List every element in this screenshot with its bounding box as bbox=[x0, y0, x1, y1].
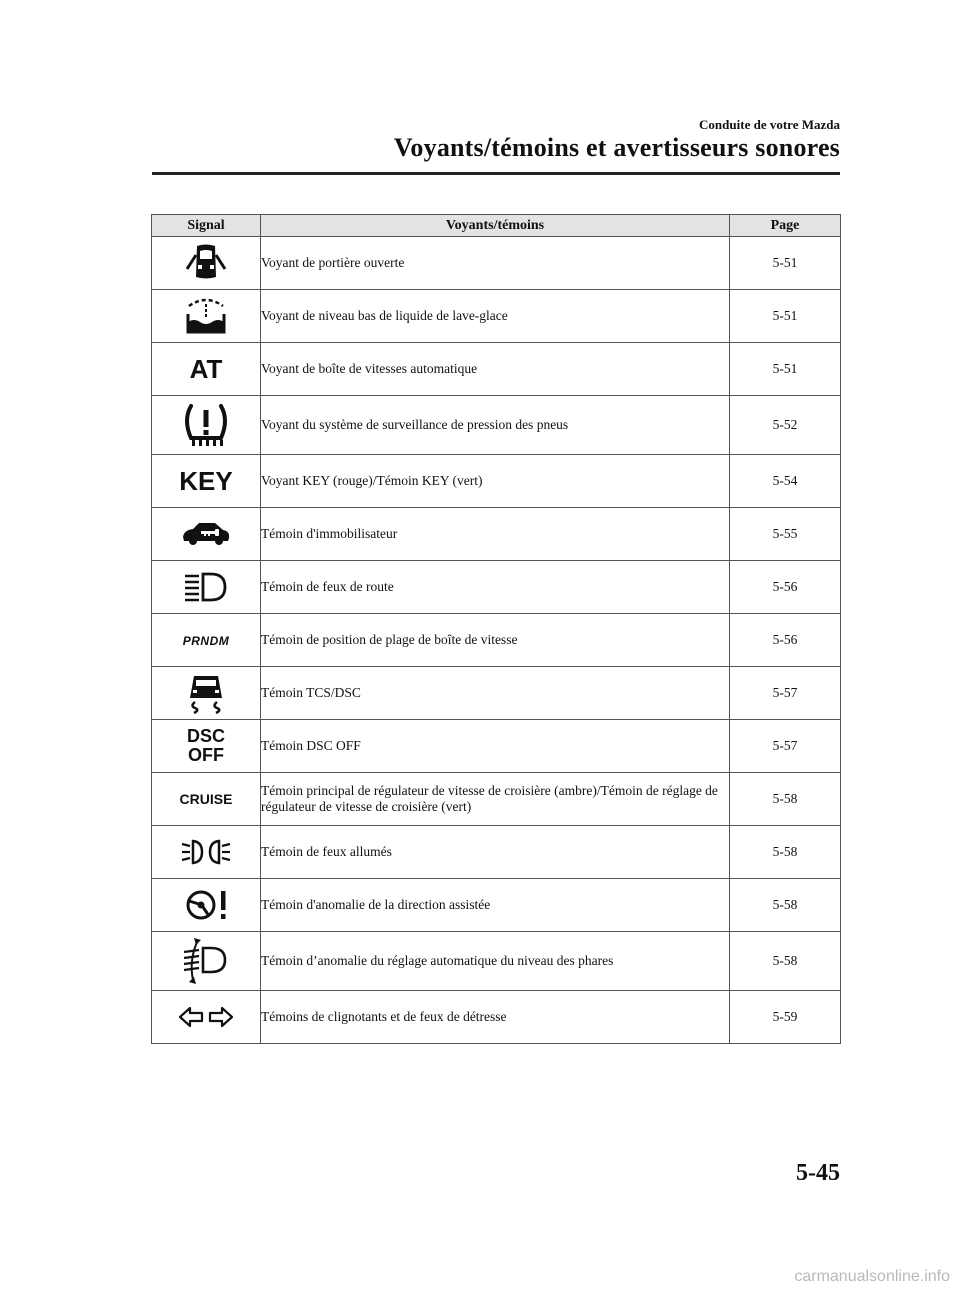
indicator-label: Voyant du système de surveillance de pression des pneus bbox=[261, 396, 730, 455]
table-row bbox=[152, 343, 841, 396]
table-row bbox=[152, 826, 841, 879]
table-row bbox=[152, 773, 841, 826]
table-row bbox=[152, 396, 841, 455]
power-steering-icon bbox=[179, 887, 233, 923]
dsc-text: DSC bbox=[186, 726, 225, 746]
table-row bbox=[152, 879, 841, 932]
page-ref: 5-58 bbox=[730, 826, 841, 879]
page-ref: 5-59 bbox=[730, 991, 841, 1044]
page-ref: 5-58 bbox=[730, 879, 841, 932]
page-ref: 5-56 bbox=[730, 561, 841, 614]
washer-fluid-icon bbox=[181, 296, 231, 336]
page-number: 5-45 bbox=[796, 1160, 840, 1186]
table-row bbox=[152, 667, 841, 720]
turn-signal-icon bbox=[176, 1004, 236, 1030]
indicator-label: Témoin d'immobilisateur bbox=[261, 508, 730, 561]
table-row bbox=[152, 561, 841, 614]
automatic-transmission-icon: AT bbox=[189, 353, 223, 384]
column-header-signal: Signal bbox=[152, 215, 261, 237]
immobilizer-icon bbox=[179, 519, 233, 549]
key-icon: KEY bbox=[179, 465, 233, 496]
column-header-indicators: Voyants/témoins bbox=[261, 215, 730, 237]
table-row bbox=[152, 290, 841, 343]
high-beam-icon bbox=[179, 570, 233, 604]
indicator-label: Voyant de niveau bas de liquide de lave-glace bbox=[261, 290, 730, 343]
page-ref: 5-52 bbox=[730, 396, 841, 455]
gear-position-icon: PRNDM bbox=[182, 633, 230, 648]
indicator-label: Témoin de feux allumés bbox=[261, 826, 730, 879]
indicator-label: Témoin de feux de route bbox=[261, 561, 730, 614]
tcs-dsc-icon bbox=[181, 672, 231, 714]
table-row bbox=[152, 932, 841, 991]
page-ref: 5-58 bbox=[730, 773, 841, 826]
page-ref: 5-51 bbox=[730, 290, 841, 343]
page-ref: 5-57 bbox=[730, 720, 841, 773]
signals-table bbox=[151, 214, 841, 1044]
table-row bbox=[152, 614, 841, 667]
indicator-label: Témoin d’anomalie du réglage automatique du niveau des phares bbox=[261, 932, 730, 991]
indicator-label: Témoin DSC OFF bbox=[261, 720, 730, 773]
column-header-page: Page bbox=[730, 215, 841, 237]
door-ajar-icon bbox=[181, 243, 231, 283]
watermark: carmanualsonline.info bbox=[794, 1268, 950, 1285]
indicator-label: Voyant de portière ouverte bbox=[261, 237, 730, 290]
table-row bbox=[152, 720, 841, 773]
page-ref: 5-57 bbox=[730, 667, 841, 720]
cruise-icon: CRUISE bbox=[179, 791, 233, 808]
table-row bbox=[152, 237, 841, 290]
indicator-label: Témoin principal de régulateur de vitesse de croisière (ambre)/Témoin de réglage de régulateur de vitesse de croisière (vert) bbox=[261, 773, 730, 826]
indicator-label: Voyant KEY (rouge)/Témoin KEY (vert) bbox=[261, 455, 730, 508]
indicator-label: Témoins de clignotants et de feux de détresse bbox=[261, 991, 730, 1044]
indicator-label: Témoin de position de plage de boîte de vitesse bbox=[261, 614, 730, 667]
page-ref: 5-58 bbox=[730, 932, 841, 991]
table-header-row bbox=[152, 215, 841, 237]
page-ref: 5-54 bbox=[730, 455, 841, 508]
indicator-label: Voyant de boîte de vitesses automatique bbox=[261, 343, 730, 396]
indicator-label: Témoin d'anomalie de la direction assistée bbox=[261, 879, 730, 932]
section-name: Conduite de votre Mazda bbox=[699, 117, 840, 132]
page-ref: 5-51 bbox=[730, 237, 841, 290]
tire-pressure-icon bbox=[179, 402, 233, 448]
header-divider bbox=[152, 172, 840, 175]
dsc-off-icon bbox=[187, 727, 225, 765]
table-row bbox=[152, 508, 841, 561]
headlight-leveling-icon bbox=[179, 936, 233, 986]
indicator-label: Témoin TCS/DSC bbox=[261, 667, 730, 720]
table-row bbox=[152, 455, 841, 508]
off-text: OFF bbox=[187, 745, 224, 765]
lights-on-icon bbox=[179, 837, 233, 867]
page-ref: 5-56 bbox=[730, 614, 841, 667]
page-title: Voyants/témoins et avertisseurs sonores bbox=[393, 133, 840, 162]
page-ref: 5-55 bbox=[730, 508, 841, 561]
page-ref: 5-51 bbox=[730, 343, 841, 396]
table-row bbox=[152, 991, 841, 1044]
